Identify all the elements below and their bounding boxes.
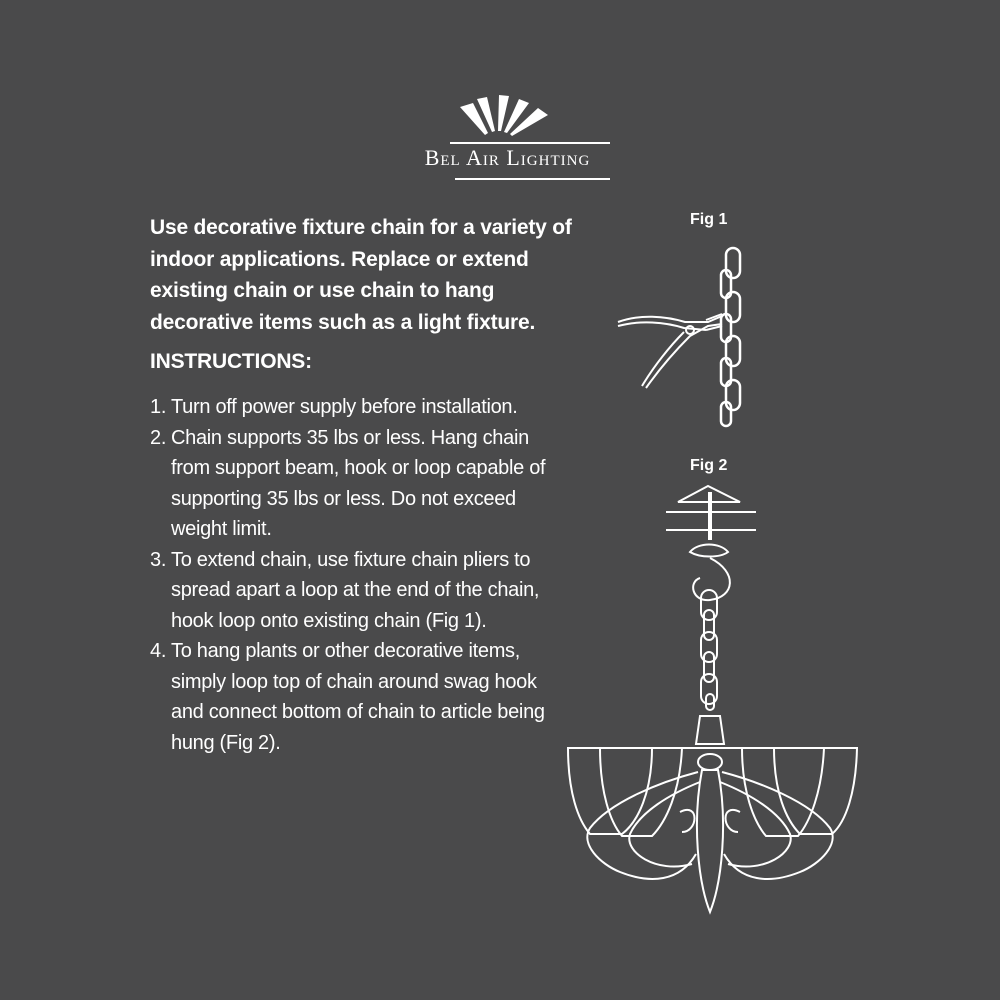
fixture-top-cap — [696, 716, 724, 744]
fixture-center-stem — [697, 770, 723, 912]
chain-link — [704, 610, 714, 640]
fixture-scroll — [680, 810, 740, 832]
instructions-heading: INSTRUCTIONS: — [150, 350, 312, 373]
step-text: Chain supports 35 lbs or less. Hang chain from support beam, hook or loop capable of supporting 35 lbs or less. Do not exceed weight limit. — [171, 426, 546, 540]
sunburst-icon — [455, 95, 555, 140]
brand-name: Bel Air Lighting — [424, 145, 591, 170]
instructions-list — [150, 392, 570, 758]
chain-link — [704, 652, 714, 682]
instruction-step — [150, 636, 570, 758]
instruction-step — [150, 423, 570, 545]
step-number: 4. — [150, 640, 167, 662]
fig2-swag-hook-fixture-illustration — [560, 482, 865, 917]
step-number: 1. — [150, 396, 167, 418]
pliers-icon — [618, 314, 722, 388]
fig1-label: Fig 1 — [690, 211, 728, 228]
fixture-knuckle — [698, 754, 722, 770]
logo-top-rule — [450, 142, 610, 144]
logo-bottom-rule — [455, 178, 610, 180]
step-text: To extend chain, use fixture chain pliers to spread apart a loop at the end of the chain, hook loop onto existing chain (Fig 1). — [171, 548, 540, 632]
fig2-label: Fig 2 — [690, 457, 728, 474]
instruction-step — [150, 545, 570, 637]
fig1-chain-pliers-illustration — [610, 240, 760, 430]
step-text: Turn off power supply before installation. — [171, 396, 518, 418]
intro-paragraph: Use decorative fixture chain for a variety of indoor applications. Replace or extend existing chain or use chain to hang decorative items such as a light fixture. — [150, 216, 572, 334]
fixture-arm — [629, 782, 700, 867]
step-text: To hang plants or other decorative items, simply loop top of chain around swag hook and connect bottom of chain to article being hung (Fig 2). — [171, 640, 545, 754]
swag-hook-icon — [693, 558, 730, 600]
glass-shade — [774, 748, 857, 834]
chain-link — [726, 248, 740, 278]
instruction-step — [150, 392, 570, 423]
step-number: 2. — [150, 426, 167, 449]
step-number: 3. — [150, 548, 167, 571]
brand-logo — [395, 95, 620, 190]
hook-canopy — [690, 545, 728, 557]
